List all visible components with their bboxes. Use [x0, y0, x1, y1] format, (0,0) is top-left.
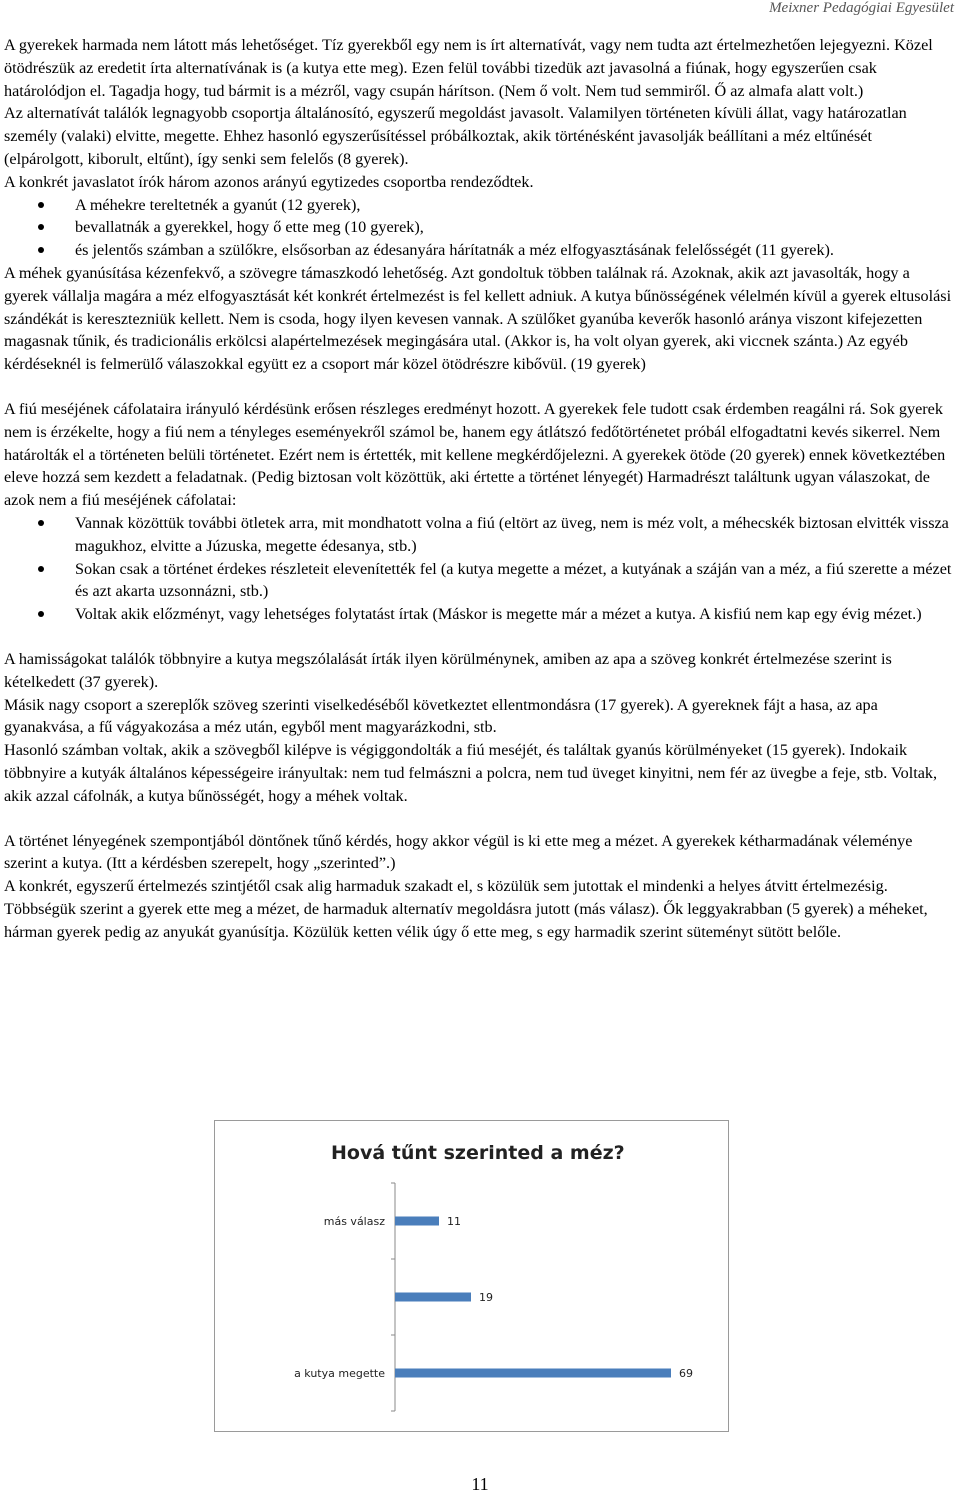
header-organization: Meixner Pedagógiai Egyesület — [769, 0, 954, 16]
data-label: 69 — [679, 1367, 693, 1380]
bullet-list-item: és jelentős számban a szülőkre, elsősorban az édesanyára hárítatnák a méz elfogyasztásának felelősségét (11 gyerek). — [4, 239, 954, 262]
data-label: 19 — [479, 1291, 493, 1304]
bullet-list-item: Voltak akik előzményt, vagy lehetséges folytatást írtak (Máskor is megette már a mézet a kutya. A kisfiú nem kap egy évig mézet.) — [4, 603, 954, 626]
paragraph: A gyerekek harmada nem látott más lehetőséget. Tíz gyerekből egy nem is írt alternatívát, vagy nem tudta azt értelmezhetően lejegyezni. Közel ötödrészük az eredetit írta alternatívának is (a kutya ette meg). Ezen felül további tizedük azt javasolná a fiúnak, hogy egyszerűen csak határolódjon el. Tagadja hogy, tud bármit is a mézről, vagy csupán hárítson. (Nem ő volt. Nem tud semmiről. Ő az almafa alatt volt.) — [4, 36, 933, 100]
chart-container — [214, 1120, 729, 1432]
paragraph: A hamisságokat találók többnyire a kutya megszólalását írták ilyen körülménynek, amiben az apa a szöveg konkrét értelmezése szerint is kételkedett (37 gyerek). — [4, 649, 892, 691]
paragraph: A méhek gyanúsítása kézenfekvő, a szövegre támaszkodó lehetőség. Azt gondoltuk többen találnak rá. Azoknak, akik azt javasolták, hogy a gyerek vállalja magára a méz elfogyasztását két konkrét értelmezést is fel kellett adniuk. A kutya bűnösségének vélelmén kívül a gyerek eltusolási szándékát is keresztezniük kellett. Nem is csoda, hogy ilyen kevesen vannak. A szülőket gyanúba keverők hasonló aránya viszont kifejezetten magasnak tűnik, és tradicionális erkölcsi alapértelmezések megingására utal. (Akkor is, ha volt olyan gyerek, aki viccnek szánta.) Az egyéb kérdéseknél is felmerülő válaszokkal együtt ez a csoport már közel ötödrészre kibővül. (19 gyerek) — [4, 263, 952, 374]
bar — [395, 1293, 471, 1302]
bullet-list-item: A méhekre tereltetnék a gyanút (12 gyerek), — [4, 194, 954, 217]
bullet-list-item: Vannak közöttük további ötletek arra, mit mondhatott volna a fiú (eltört az üveg, nem is méz volt, a méhecskék biztosan elvitték vissza magukhoz, elvitte a Júzuska, megette édesanya, stb.) — [4, 512, 954, 558]
paragraph: A fiú meséjének cáfolataira irányuló kérdésünk erősen részleges eredményt hozott. A gyerekek fele tudott csak érdemben reagálni rá. Sok gyerek nem is érzékelte, hogy a fiú nem a tényleges eseményekről számol be, hanem egy átlátszó fedőtörténetet próbál elfogadtatni kevés sikerrel. Nem határolták el a történeten belüli történetet. Ezért nem is értették, mit kellene megkérdőjelezni. A gyerekek ötöde (20 gyerek) ennek következtében eleve hozzá sem kezdett a feladatnak. (Pedig biztosan volt közöttük, aki értette a történet lényegét) Harmadrészt találtunk ugyan válaszokat, de azok nem a fiú meséjének cáfolatai: — [4, 399, 946, 510]
chart-title: Hová tűnt szerinted a méz? — [331, 1142, 625, 1164]
bar-chart — [215, 1121, 728, 1431]
bullet-list — [4, 194, 954, 262]
page-number: 11 — [471, 1474, 489, 1494]
bullet-list-item: bevallatnák a gyerekkel, hogy ő ette meg (10 gyerek), — [4, 216, 954, 239]
data-label: 11 — [447, 1215, 461, 1228]
paragraph-spacer — [4, 376, 954, 398]
bullet-list — [4, 512, 954, 626]
bar — [395, 1369, 671, 1378]
paragraph-spacer — [4, 808, 954, 830]
category-label: a kutya megette — [294, 1367, 385, 1380]
page-header — [769, 0, 954, 17]
paragraph: Az alternatívát találók legnagyobb csoportja általánosító, egyszerű megoldást javasolt. Valamilyen történeten kívüli állat, vagy határozatlan személy (valaki) elvitte, megette. Ehhez hasonló egyszerűsítéssel próbálkoztak, akik történésként javasolják beállítani a méz eltűnését (elpárolgott, kiborult, eltűnt), így senki sem felelős (8 gyerek). — [4, 104, 907, 168]
paragraph: A történet lényegének szempontjából döntőnek tűnő kérdés, hogy akkor végül is ki ette meg a mézet. A gyerekek kétharmadának véleménye szerint a kutya. (Itt a kérdésben szerepelt, hogy „szerinted”.) — [4, 831, 913, 873]
paragraph: A konkrét javaslatot írók három azonos arányú egytizedes csoportba rendeződtek. — [4, 172, 534, 191]
document-body — [4, 34, 954, 943]
paragraph: Másik nagy csoport a szereplők szöveg szerinti viselkedéséből következtet ellentmondásra (17 gyerek). A gyereknek fájt a hasa, az apa gyanakvása, a fű vágyakozása a méz után, egyből ment magyarázkodni, stb. — [4, 695, 878, 737]
bar — [395, 1217, 439, 1226]
bullet-list-item: Sokan csak a történet érdekes részleteit elevenítették fel (a kutya megette a mézet, a kutyának a száján van a méz, a fiú szerette a mézet és azt akarta uzsonnázni, stb.) — [4, 558, 954, 604]
paragraph-spacer — [4, 626, 954, 648]
paragraph: A konkrét, egyszerű értelmezés szintjétől csak alig harmaduk szakadt el, s közülük sem jutottak el mindenki a helyes átvitt értelmezésig. Többségük szerint a gyerek ette meg a mézet, de harmaduk alternatív megoldásra jutott (más válasz). Ők leggyakrabban (5 gyerek) a méheket, hárman gyerek pedig az anyukát gyanúsítja. Közülük ketten vélik úgy ő ette meg, s egy harmadik szerint süteményt sütött belőle. — [4, 877, 928, 941]
paragraph: Hasonló számban voltak, akik a szövegből kilépve is végiggondolták a fiú meséjét, és találtak gyanús körülményeket (15 gyerek). Indokaik többnyire a kutyák általános képességeire irányultak: nem tud felmászni a polcra, nem tud üveget kinyitni, nem fér az üvegbe a feje, stb. Voltak, akik azzal cáfolnák, a kutya bűnösségét, hogy a méhek voltak. — [4, 741, 938, 805]
category-label: más válasz — [323, 1215, 385, 1228]
